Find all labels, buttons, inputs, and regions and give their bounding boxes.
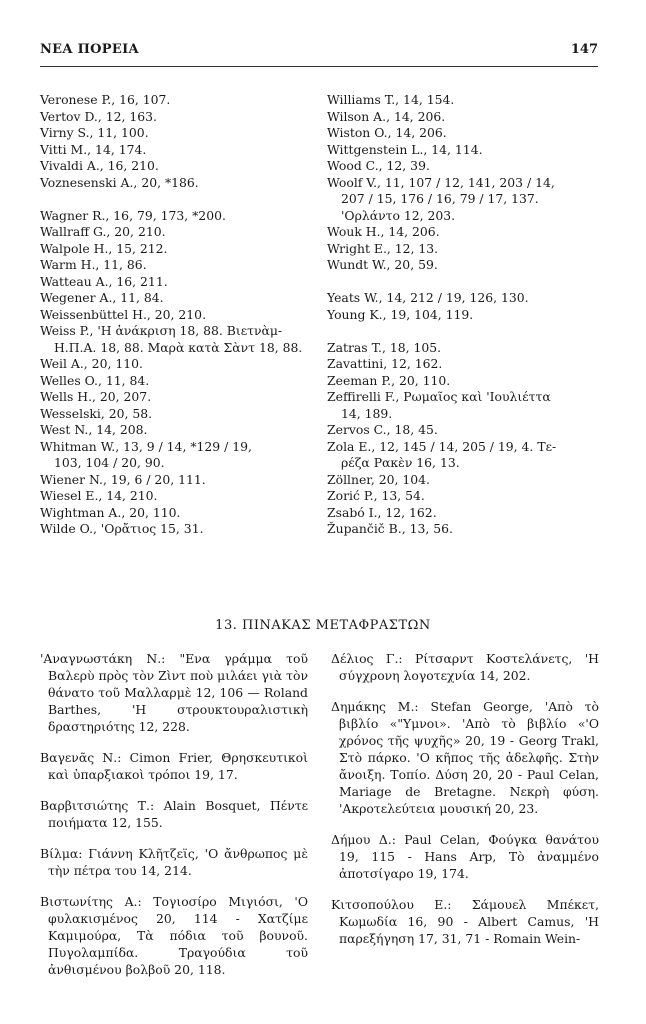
translator-entry: Βαρβιτσιώτης Τ.: Alain Bosquet, Πέντε ποιήματα 12, 155.	[40, 798, 308, 830]
index-entry: West N., 14, 208.	[40, 422, 148, 437]
translator-entry: Δημάκης Μ.: Stefan George, 'Απὸ τὸ βιβλίο «"Υμνοι». 'Απὸ τὸ βιβλίο «'Ο χρόνος τῆς ψυχῆς» 20, 19 - Georg Trakl, Στὸ πάρκο. 'Ο κῆπος τῆς ἀδελφῆς. Στὴν ἄνοιξη. Τοπίο. Δύση 20, 20 - Paul Celan, Mariage de Bretagne. Νεκρὴ φύση. 'Ακροτελεύτεια μουσική 20, 23.	[331, 699, 599, 816]
index-entry: Wright E., 12, 13.	[327, 240, 439, 256]
index-entry: Wiston O., 14, 206.	[327, 125, 447, 140]
index-entry: Welles O., 11, 84.	[40, 372, 150, 388]
translator-entry: Κιτσοπούλου Ε.: Σάμουελ Μπέκετ, Κωμωδία 16, 90 - Albert Camus, 'Η παρεξήγηση 17, 31, 71 - Romain Wein-	[331, 897, 599, 946]
index-entry: Veronese P., 16, 107.	[40, 92, 171, 107]
index-entry: Zatras T., 18, 105.	[327, 339, 442, 355]
index-entry: Weiss P., 'Η ἀνάκριση 18, 88. Βιετνὰμ-	[40, 323, 283, 338]
index-entry: Wiesel E., 14, 210.	[40, 488, 158, 503]
index-entry: Warm H., 11, 86.	[40, 257, 147, 272]
index-entry: Vitti M., 14, 174.	[40, 141, 147, 157]
index-entry: Zeffirelli F., Ρωμαῖος καὶ 'Ιουλιέττα	[327, 389, 551, 404]
translators-column-left	[40, 650, 308, 992]
index-entry: 14, 189.	[341, 405, 393, 421]
index-entry: Η.Π.Α. 18, 88. Μαρὰ κατὰ Σὰντ 18, 88.	[54, 339, 303, 355]
translator-entry: 'Αναγνωστάκη Ν.: "Ενα γράμμα τοῦ Βαλερὺ πρὸς τὸν Ζὶντ ποὺ μιλάει γιὰ τὸν θάνατο τοῦ Μαλλαρμὲ 12, 106 — Roland Barthes, 'Η στρουκτουραλιστικὴ δραστηριότης 12, 228.	[40, 651, 308, 734]
index-entry: Wilson A., 14, 206.	[327, 108, 446, 124]
index-entry: Weissenbüttel H., 20, 210.	[40, 306, 207, 322]
page-header	[40, 42, 598, 64]
index-entry: Yeats W., 14, 212 / 19, 126, 130.	[327, 290, 529, 305]
index-entry: Weil A., 20, 110.	[40, 356, 143, 371]
index-entry: Zöllner, 20, 104.	[327, 471, 430, 487]
index-entry: Wiener N., 19, 6 / 20, 111.	[40, 471, 206, 487]
index-entry: Wundt W., 20, 59.	[327, 257, 438, 272]
index-entry: Young K., 19, 104, 119.	[327, 306, 474, 322]
index-entry: Wegener A., 11, 84.	[40, 290, 164, 305]
index-entry: Zola E., 12, 145 / 14, 205 / 19, 4. Τε-	[327, 438, 557, 454]
running-title: ΝΕΑ ΠΟΡΕΙΑ	[40, 42, 139, 57]
index-spacer	[327, 323, 556, 340]
index-entry: Woolf V., 11, 107 / 12, 141, 203 / 14,	[327, 174, 555, 190]
index-entry: Wood C., 12, 39.	[327, 158, 430, 173]
index-spacer	[327, 274, 556, 291]
translator-entry: Δέλιος Γ.: Ρίτσαρντ Κοστελάνετς, 'Η σύγχρονη λογοτεχνία 14, 202.	[331, 651, 599, 683]
index-entry: ρέζα Ρακὲν 16, 13.	[341, 455, 460, 470]
translator-entry: Δήμου Δ.: Paul Celan, Φούγκα θανάτου 19, 115 - Hans Arp, Τὸ ἀναμμένο ἀποτσίγαρο 19, 174.	[331, 832, 599, 881]
translator-entry: Βιστωνίτης Α.: Τογιοσίρο Μιγιόσι, 'Ο φυλακισμένος 20, 114 - Χατζίμε Καμιμούρα, Τὰ πόδια τοῦ βουνοῦ. Πυγολαμπίδα. Τραγούδια τοῦ ἀνθισμένου βολβοῦ 20, 118.	[40, 894, 308, 977]
index-entry: Wightman A., 20, 110.	[40, 504, 181, 520]
translator-entry: Βαγενᾶς Ν.: Cimon Frier, Θρησκευτικοὶ καὶ ὑπαρξιακοὶ τρόποι 19, 17.	[40, 750, 308, 782]
index-entry: Wesselski, 20, 58.	[40, 405, 153, 421]
index-entry: Wouk H., 14, 206.	[327, 224, 440, 239]
index-entry: Voznesenski A., 20, *186.	[40, 174, 199, 190]
index-entry: Župančič B., 13, 56.	[327, 521, 453, 536]
index-entry: Zorić P., 13, 54.	[327, 488, 425, 503]
index-entry: 103, 104 / 20, 90.	[54, 455, 165, 470]
index-entry: Wagner R., 16, 79, 173, *200.	[40, 207, 226, 223]
index-column-right	[327, 92, 556, 538]
index-entry: Watteau A., 16, 211.	[40, 273, 168, 289]
translator-entry: Βίλμα: Γιάννη Κλῆτζεϊς, 'Ο ἄνθρωπος μὲ τὴν πέτρα του 14, 214.	[40, 846, 308, 878]
index-entry: Virny S., 11, 100.	[40, 125, 149, 140]
index-entry: 'Ορλάντο 12, 203.	[341, 207, 456, 223]
index-entry: Vertov D., 12, 163.	[40, 108, 157, 124]
section-title: 13. ΠΙΝΑΚΑΣ ΜΕΤΑΦΡΑΣΤΩΝ	[215, 618, 431, 633]
index-entry: Zervos C., 18, 45.	[327, 422, 438, 437]
index-entry: Zavattini, 12, 162.	[327, 356, 443, 371]
translators-column-right	[331, 650, 599, 961]
page-number: 147	[570, 42, 598, 57]
index-entry: Wittgenstein L., 14, 114.	[327, 141, 483, 157]
index-entry: Vivaldi A., 16, 210.	[40, 158, 159, 173]
index-entry: Walpole H., 15, 212.	[40, 240, 168, 256]
index-entry: Wilde O., 'Ορἄτιος 15, 31.	[40, 521, 204, 536]
header-rule	[40, 66, 598, 67]
index-entry: Williams T., 14, 154.	[327, 92, 455, 107]
index-entry: Wells H., 20, 207.	[40, 389, 152, 404]
index-spacer	[40, 191, 302, 208]
index-entry: Zeeman P., 20, 110.	[327, 372, 451, 388]
index-entry: Wallraff G., 20, 210.	[40, 224, 166, 239]
index-entry: Whitman W., 13, 9 / 14, *129 / 19,	[40, 438, 252, 454]
index-entry: Zsabó I., 12, 162.	[327, 504, 437, 520]
index-column-left	[40, 92, 302, 538]
index-entry: 207 / 15, 176 / 16, 79 / 17, 137.	[341, 191, 539, 206]
